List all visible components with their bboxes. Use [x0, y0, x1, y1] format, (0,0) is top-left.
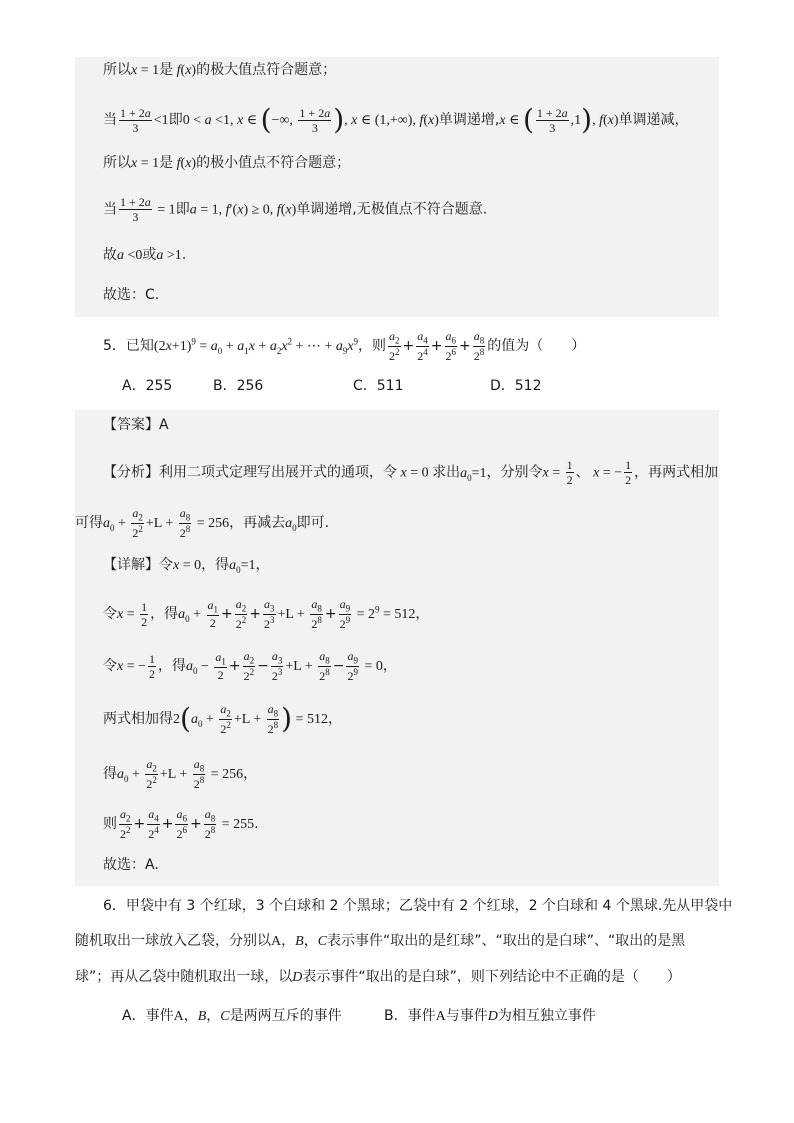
option-b: B．256: [213, 378, 264, 394]
text-line: 当 $\frac{1 + 2a}{3}$ = 1即a = 1, f′(x) ≥ 0, f(x)单调递增,无极值点不符合题意.: [103, 195, 488, 224]
detail-line: 令x = $\frac{1}{2}$ ，得$a_0$ + $\frac{a_1}{2}$ + $\frac{a_2}{2^2}$ + $\frac{a_3}{2^3}$ +L + $\frac{a_8}{2^8}$ + $\frac{a_9}{2^9}$ = $2^9 = 512$，: [103, 597, 430, 632]
option-a: A．255: [122, 378, 173, 394]
question-6-line-1: 6．甲袋中有 3 个红球，3 个白球和 2 个黑球；乙袋中有 2 个红球，2 个白球和 4 个黑球.先从甲袋中: [103, 898, 733, 914]
question-6-option-b: B．事件A与事件D为相互独立事件: [384, 1008, 596, 1024]
question-5-stem: 5．已知$(2x+1)^9 = a_0 + a_1x + a_2x^2$ + ⋯ + $a_9x^9$，则 $\frac{a_2}{2^2}$ + $\frac{a_4}{2^4}$ + $\frac{a_6}{2^6}$ + $\frac{a_8}{2^8}$ 的值为（ ）: [103, 329, 586, 364]
option-c: C．511: [353, 378, 404, 394]
detail-line: 两式相加得$2(a_0$ + $\frac{a_2}{2^2}$ +L + $\frac{a_8}{2^8}$ ) = 512，: [103, 702, 343, 737]
text-line: 当 $\frac{1 + 2a}{3}$ <1即0 < a <1, x ∈ (−∞, $\frac{1 + 2a}{3}$ ), x ∈ (1,+∞), f(x)单调递增,x ∈ ( $\frac{1 + 2a}{3}$ ,1), f(x)单调递减，: [103, 103, 689, 136]
question-6-line-3: 球”；再从乙袋中随机取出一球，以D表示事件“取出的是白球”，则下列结论中不正确的是（ ）: [75, 969, 681, 985]
detail-line: 令x = − $\frac{1}{2}$ ，得$a_0$ − $\frac{a_1}{2}$ + $\frac{a_2}{2^2}$ − $\frac{a_3}{2^3}$ +L + $\frac{a_8}{2^8}$ − $\frac{a_9}{2^9}$ = 0，: [103, 649, 397, 684]
solution-box-q4-tail: [75, 57, 719, 317]
analysis-line-2: 可得$a_0$ + $\frac{a_2}{2^2}$ +L + $\frac{a_8}{2^8}$ = 256，再减去$a_0$即可.: [75, 506, 330, 541]
text-line: 故a <0或a >1.: [103, 247, 187, 263]
choose-line: 故选：A.: [103, 857, 159, 873]
text-line: 所以x = 1是 f(x)的极大值点符合题意；: [103, 62, 337, 78]
detail-line: 【详解】令x = 0，得$a_0=1$，: [103, 557, 270, 575]
question-6-line-2: 随机取出一球放入乙袋，分别以A，B，C表示事件“取出的是红球”、“取出的是白球”、“取出的是黑: [75, 933, 686, 949]
answer-label: 【答案】A: [103, 417, 169, 433]
detail-line: 则 $\frac{a_2}{2^2}$ + $\frac{a_4}{2^4}$ + $\frac{a_6}{2^6}$ + $\frac{a_8}{2^8}$ = 255.: [103, 807, 259, 842]
text-line: 所以x = 1是 f(x)的极小值点不符合题意；: [103, 155, 351, 171]
option-d: D．512: [490, 378, 542, 394]
question-6-option-a: A．事件A，B，C是两两互斥的事件: [122, 1008, 342, 1024]
choose-line: 故选：C.: [103, 287, 160, 303]
detail-line: 得$a_0$ + $\frac{a_2}{2^2}$ +L + $\frac{a_8}{2^8}$ = 256，: [103, 757, 258, 792]
analysis-line: 【分析】利用二项式定理写出展开式的通项，令 x = 0 求出$a_0=1$，分别令x = $\frac{1}{2}$ 、 x = − $\frac{1}{2}$ ，再两式相加: [103, 458, 719, 487]
